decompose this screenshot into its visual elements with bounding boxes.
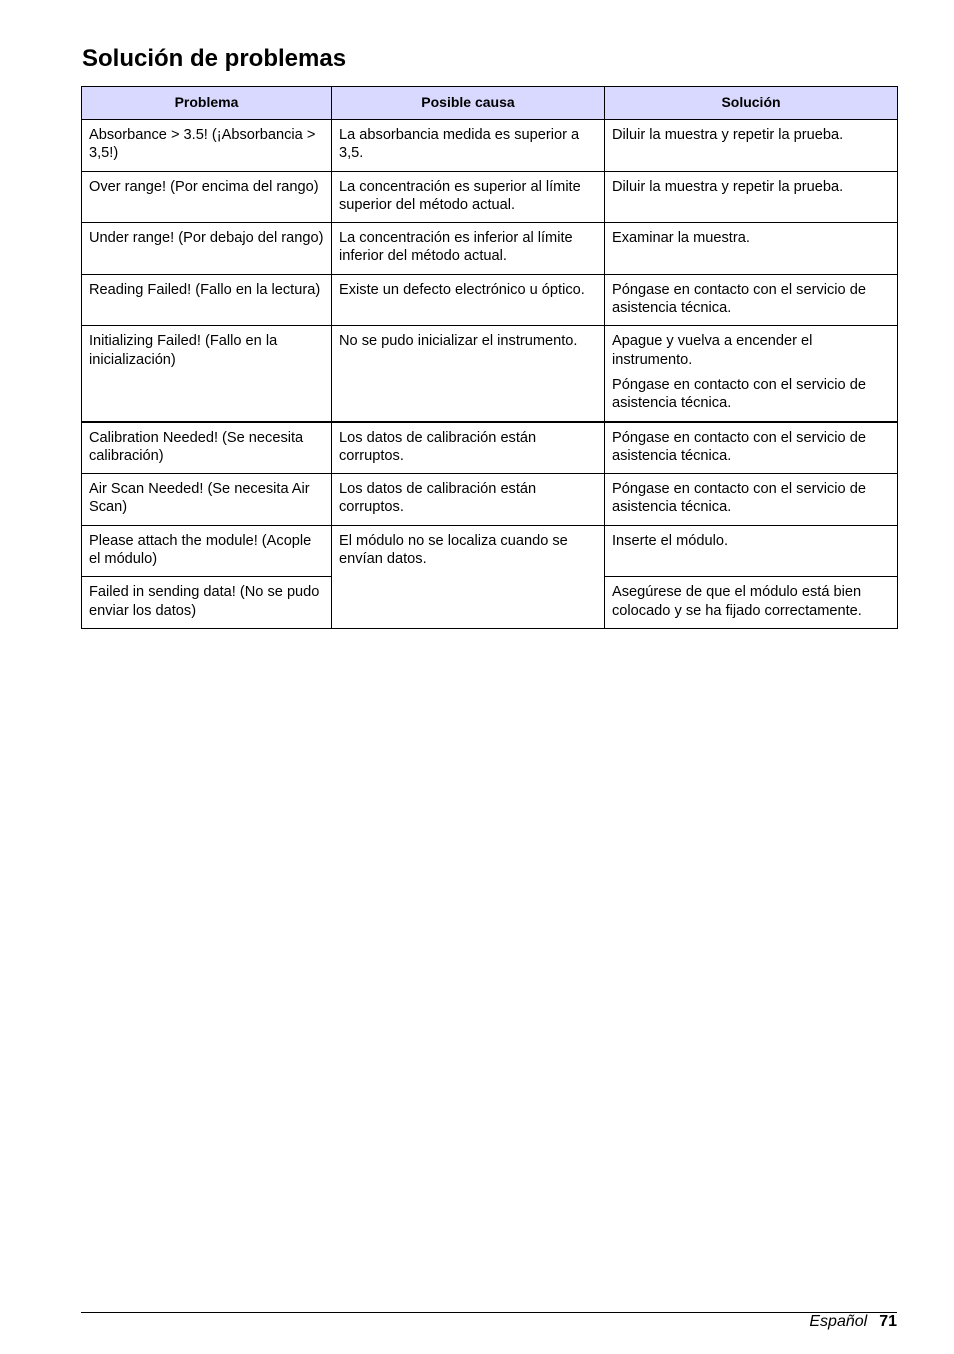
table-row — [82, 326, 898, 422]
table-row — [82, 274, 898, 326]
solution-cell: Asegúrese de que el módulo está bien colocado y se ha fijado correctamente. — [605, 577, 898, 629]
solution-paragraph: Póngase en contacto con el servicio de asistencia técnica. — [612, 376, 866, 412]
header-cause: Posible causa — [332, 87, 605, 120]
page-footer — [809, 1311, 897, 1333]
page-title: Solución de problemas — [82, 45, 347, 72]
problem-cell: Please attach the module! (Acople el módulo) — [82, 525, 332, 577]
problem-cell: Initializing Failed! (Fallo en la inicialización) — [82, 326, 332, 422]
solution-cell: Examinar la muestra. — [605, 223, 898, 275]
table-row — [82, 474, 898, 526]
table-row — [82, 171, 898, 223]
solution-cell: Póngase en contacto con el servicio de asistencia técnica. — [605, 474, 898, 526]
problem-cell: Calibration Needed! (Se necesita calibración) — [82, 422, 332, 474]
solution-cell: Póngase en contacto con el servicio de asistencia técnica. — [605, 274, 898, 326]
header-solution: Solución — [605, 87, 898, 120]
cause-cell: La concentración es superior al límite superior del método actual. — [332, 171, 605, 223]
solution-paragraph: Apague y vuelva a encender el instrumento. — [612, 333, 813, 368]
cause-cell: La absorbancia medida es superior a 3,5. — [332, 120, 605, 172]
table-row — [82, 120, 898, 172]
troubleshooting-table — [81, 86, 898, 629]
problem-cell: Under range! (Por debajo del rango) — [82, 223, 332, 275]
cause-cell: El módulo no se localiza cuando se envían datos. — [332, 525, 605, 628]
solution-cell: Diluir la muestra y repetir la prueba. — [605, 171, 898, 223]
cause-cell: Existe un defecto electrónico u óptico. — [332, 274, 605, 326]
cause-cell: Los datos de calibración están corruptos. — [332, 474, 605, 526]
table-row — [82, 223, 898, 275]
solution-cell: Póngase en contacto con el servicio de asistencia técnica. — [605, 422, 898, 474]
solution-cell — [605, 326, 898, 422]
solution-cell: Diluir la muestra y repetir la prueba. — [605, 120, 898, 172]
problem-cell: Absorbance > 3.5! (¡Absorbancia > 3,5!) — [82, 120, 332, 172]
cause-cell: Los datos de calibración están corruptos. — [332, 422, 605, 474]
problem-cell: Reading Failed! (Fallo en la lectura) — [82, 274, 332, 326]
header-problem: Problema — [82, 87, 332, 120]
table-header-row — [82, 87, 898, 120]
solution-cell: Inserte el módulo. — [605, 525, 898, 577]
problem-cell: Failed in sending data! (No se pudo enviar los datos) — [82, 577, 332, 629]
table-row — [82, 525, 898, 577]
table-row — [82, 422, 898, 474]
page-number: 71 — [879, 1313, 897, 1330]
problem-cell: Over range! (Por encima del rango) — [82, 171, 332, 223]
problem-cell: Air Scan Needed! (Se necesita Air Scan) — [82, 474, 332, 526]
footer-divider — [81, 1312, 897, 1313]
cause-cell: La concentración es inferior al límite inferior del método actual. — [332, 223, 605, 275]
footer-language: Español — [809, 1313, 868, 1330]
cause-cell: No se pudo inicializar el instrumento. — [332, 326, 605, 422]
